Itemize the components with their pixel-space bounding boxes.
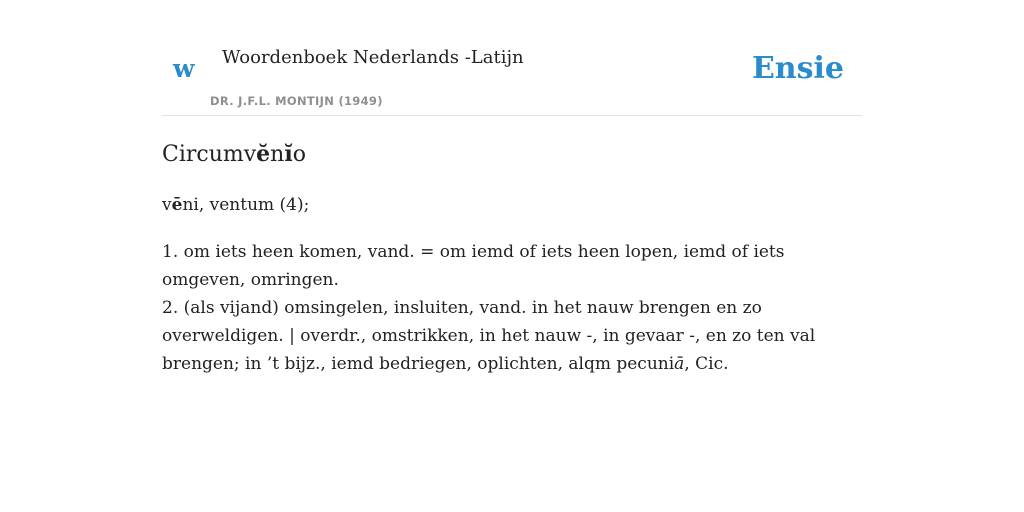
headword-part: Circumv — [162, 142, 257, 167]
forms-part: v — [162, 195, 172, 215]
headword-part: o — [292, 142, 306, 167]
entry-content — [162, 138, 862, 378]
headword-part: ĭ — [284, 141, 293, 167]
definition-2 — [162, 294, 862, 378]
entry-definitions — [162, 238, 862, 378]
headword-part: ĕ — [256, 141, 271, 167]
definition-1: 1. om iets heen komen, vand. = om iemd of iets heen lopen, iemd of iets omgeven, omringen. — [162, 242, 785, 290]
forms-part: ē — [171, 195, 183, 215]
definition-2-italic: ā — [674, 354, 685, 374]
entry-headword — [162, 138, 862, 171]
dictionary-logo[interactable]: w — [173, 54, 195, 83]
ensie-brand-logo[interactable]: Ensie — [751, 51, 844, 86]
headword-part: n — [270, 142, 285, 167]
entry-principal-parts — [162, 191, 862, 219]
dictionary-header — [162, 0, 862, 116]
definition-2-text: 2. (als vijand) omsingelen, insluiten, vand. in het nauw brengen en zo overweldigen. | overdr., omstrikken, in het nauw -, in gevaar -, en zo ten val brengen; in ’t bijz., iemd bedriegen, oplichten, alqm pecuni — [162, 298, 816, 374]
dictionary-title[interactable]: Woordenboek Nederlands -Latijn — [222, 47, 524, 68]
forms-part: ni, ventum (4); — [182, 195, 310, 215]
definition-2-tail: , Cic. — [684, 354, 729, 374]
dictionary-author: DR. J.F.L. MONTIJN (1949) — [210, 94, 383, 108]
